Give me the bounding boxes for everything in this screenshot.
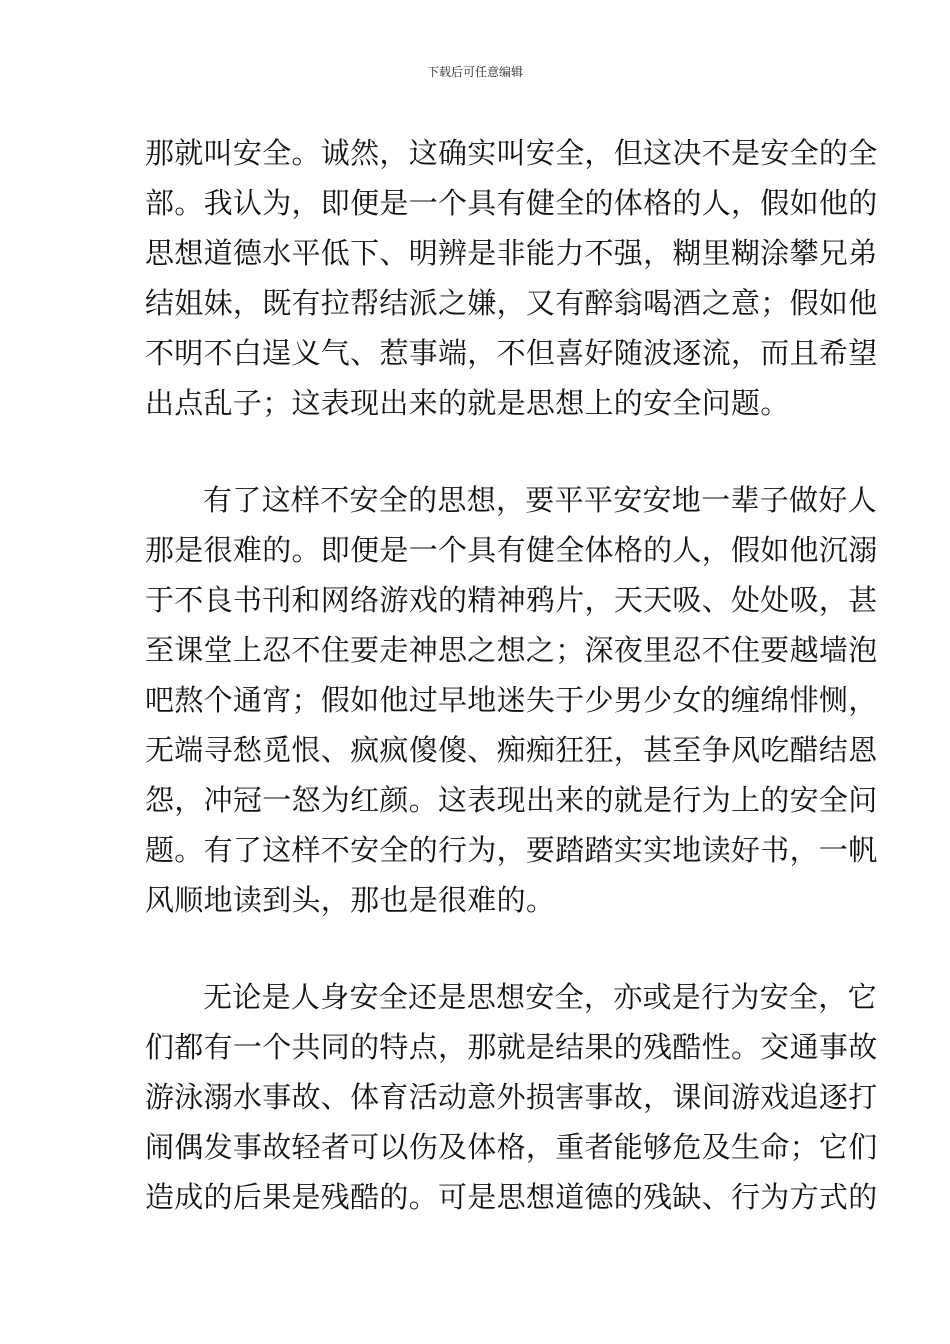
text-line: 风顺地读到头，那也是很难的。 [145,883,556,917]
text-line: 结姐妹，既有拉帮结派之嫌，又有醉翁喝酒之意；假如他 [145,286,878,320]
text-line: 思想道德水平低下、明辨是非能力不强，糊里糊涂攀兄弟 [145,236,878,270]
text-line: 无端寻愁觅恨、疯疯傻傻、痴痴狂狂，甚至争风吃醋结恩 [145,733,878,767]
text-line: 题。有了这样不安全的行为，要踏踏实实地读好书，一帆 [145,833,878,867]
text-line: 无论是人身安全还是思想安全，亦或是行为安全，它 [203,980,877,1014]
text-line: 那就叫安全。诚然，这确实叫安全，但这决不是安全的全 [145,136,878,170]
text-line: 至课堂上忍不住要走神思之想之；深夜里忍不住要越墙泡 [145,633,878,667]
text-line: 们都有一个共同的特点，那就是结果的残酷性。交通事故 [145,1030,878,1064]
text-line: 不明不白逞义气、惹事端，不但喜好随波逐流，而且希望 [145,336,878,370]
text-line: 部。我认为，即便是一个具有健全的体格的人，假如他的 [145,186,878,220]
text-line: 那是很难的。即便是一个具有健全体格的人，假如他沉溺 [145,533,878,567]
text-line: 造成的后果是残酷的。可是思想道德的残缺、行为方式的 [145,1180,878,1214]
text-line: 游泳溺水事故、体育活动意外损害事故，课间游戏追逐打 [145,1080,878,1114]
text-line: 闹偶发事故轻者可以伤及体格，重者能够危及生命；它们 [145,1130,878,1164]
text-line: 吧熬个通宵；假如他过早地迷失于少男少女的缠绵悱恻， [145,683,878,717]
page-header: 下载后可任意编辑 [426,65,523,79]
text-line: 怨，冲冠一怒为红颜。这表现出来的就是行为上的安全问 [145,783,878,817]
text-line: 有了这样不安全的思想，要平平安安地一辈子做好人 [203,483,877,517]
text-line: 出点乱子；这表现出来的就是思想上的安全问题。 [145,386,790,420]
text-line: 于不良书刊和网络游戏的精神鸦片，天天吸、处处吸，甚 [145,583,878,617]
